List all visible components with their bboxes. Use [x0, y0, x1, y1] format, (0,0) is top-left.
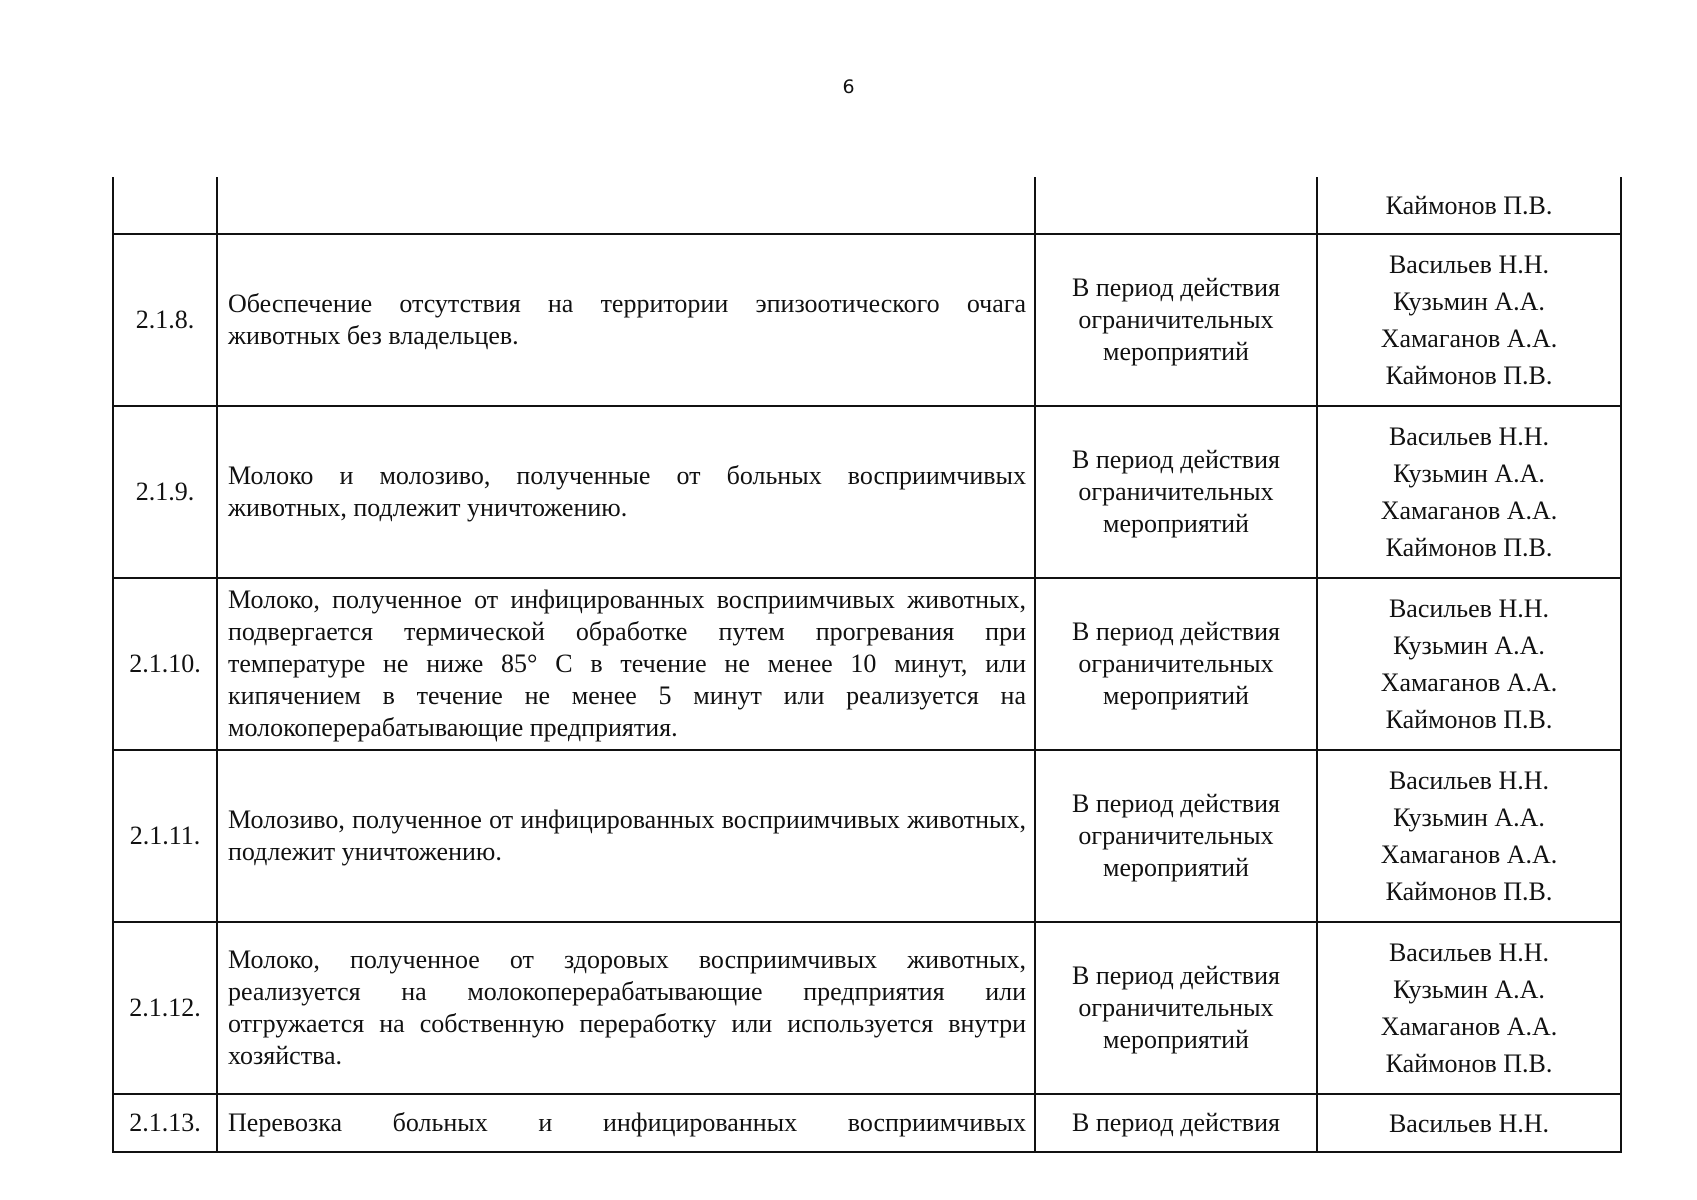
row-period: [1035, 750, 1317, 922]
period-line: В период действия: [1072, 445, 1280, 474]
period-line: мероприятий: [1103, 1025, 1249, 1054]
table-row: [113, 1094, 1621, 1152]
period-line: мероприятий: [1103, 337, 1249, 366]
row-number: 2.1.9.: [113, 406, 217, 578]
table-row: [113, 750, 1621, 922]
row-number: [113, 177, 217, 234]
row-period: [1035, 406, 1317, 578]
responsible-name: Васильев Н.Н.: [1388, 938, 1550, 967]
responsible-name: Каймонов П.В.: [1385, 361, 1553, 390]
period-line: В период действия: [1072, 789, 1280, 818]
row-number: 2.1.12.: [113, 922, 217, 1094]
table-row: [113, 406, 1621, 578]
row-responsible: [1317, 234, 1621, 406]
row-period: [1035, 578, 1317, 750]
period-line: мероприятий: [1103, 509, 1249, 538]
row-period: [1035, 922, 1317, 1094]
responsible-name: Хамаганов А.А.: [1380, 496, 1558, 525]
responsible-name: Васильев Н.Н.: [1388, 594, 1550, 623]
responsible-name: Хамаганов А.А.: [1380, 840, 1558, 869]
period-line: ограничительных: [1078, 821, 1274, 850]
row-measure-text: Обеспечение отсутствия на территории эпизоотического очага животных без владельцев.: [217, 234, 1035, 406]
table-row: [113, 234, 1621, 406]
responsible-name: Каймонов П.В.: [1385, 705, 1553, 734]
period-line: В период действия: [1072, 961, 1280, 990]
table-row-continuation: [113, 177, 1621, 234]
table-row: [113, 922, 1621, 1094]
period-line: мероприятий: [1103, 853, 1249, 882]
responsible-name: Каймонов П.В.: [1385, 533, 1553, 562]
period-line: мероприятий: [1103, 681, 1249, 710]
row-responsible: [1317, 750, 1621, 922]
row-responsible: [1317, 578, 1621, 750]
responsible-name: Васильев Н.Н.: [1388, 1108, 1550, 1138]
row-measure-text: [217, 177, 1035, 234]
responsible-name: Кузьмин А.А.: [1393, 803, 1545, 832]
period-line: В период действия: [1072, 617, 1280, 646]
row-responsible: [1317, 1094, 1621, 1152]
period-line: ограничительных: [1078, 477, 1274, 506]
responsible-name: Хамаганов А.А.: [1380, 1012, 1558, 1041]
row-number: 2.1.8.: [113, 234, 217, 406]
period-line: В период действия: [1072, 1108, 1280, 1137]
row-responsible: [1317, 177, 1621, 234]
responsible-name: Кузьмин А.А.: [1393, 975, 1545, 1004]
row-measure-text: Перевозка больных и инфицированных восприимчивых: [217, 1094, 1035, 1152]
responsible-name: Кузьмин А.А.: [1393, 631, 1545, 660]
responsible-name: Кузьмин А.А.: [1393, 459, 1545, 488]
responsible-name: Васильев Н.Н.: [1388, 766, 1550, 795]
period-line: В период действия: [1072, 273, 1280, 302]
period-line: ограничительных: [1078, 305, 1274, 334]
responsible-name: Хамаганов А.А.: [1380, 668, 1558, 697]
row-period: [1035, 177, 1317, 234]
row-period: [1035, 1094, 1317, 1152]
row-responsible: [1317, 406, 1621, 578]
responsible-name: Васильев Н.Н.: [1388, 422, 1550, 451]
measures-table: [112, 177, 1622, 1153]
responsible-name: Каймонов П.В.: [1385, 877, 1553, 906]
row-number: 2.1.10.: [113, 578, 217, 750]
row-measure-text: Молозиво, полученное от инфицированных восприимчивых животных, подлежит уничтожению.: [217, 750, 1035, 922]
row-period: [1035, 234, 1317, 406]
responsible-name: Каймонов П.В.: [1385, 190, 1553, 220]
responsible-name: Кузьмин А.А.: [1393, 287, 1545, 316]
row-responsible: [1317, 922, 1621, 1094]
row-measure-text: Молоко и молозиво, полученные от больных восприимчивых животных, подлежит уничтожению.: [217, 406, 1035, 578]
row-measure-text: Молоко, полученное от инфицированных восприимчивых животных, подвергается термической обработке путем прогревания при температуре не ниже 85° С в течение не менее 10 минут, или кипячением в течение не менее 5 минут или реализуется на молокоперерабатывающие предприятия.: [217, 578, 1035, 750]
period-line: ограничительных: [1078, 993, 1274, 1022]
page-number: 6: [842, 76, 855, 98]
row-number: 2.1.13.: [113, 1094, 217, 1152]
row-number: 2.1.11.: [113, 750, 217, 922]
row-measure-text: Молоко, полученное от здоровых восприимчивых животных, реализуется на молокоперерабатывающие предприятия или отгружается на собственную переработку или используется внутри хозяйства.: [217, 922, 1035, 1094]
responsible-name: Каймонов П.В.: [1385, 1049, 1553, 1078]
period-line: ограничительных: [1078, 649, 1274, 678]
responsible-name: Хамаганов А.А.: [1380, 324, 1558, 353]
responsible-name: Васильев Н.Н.: [1388, 250, 1550, 279]
table-row: [113, 578, 1621, 750]
